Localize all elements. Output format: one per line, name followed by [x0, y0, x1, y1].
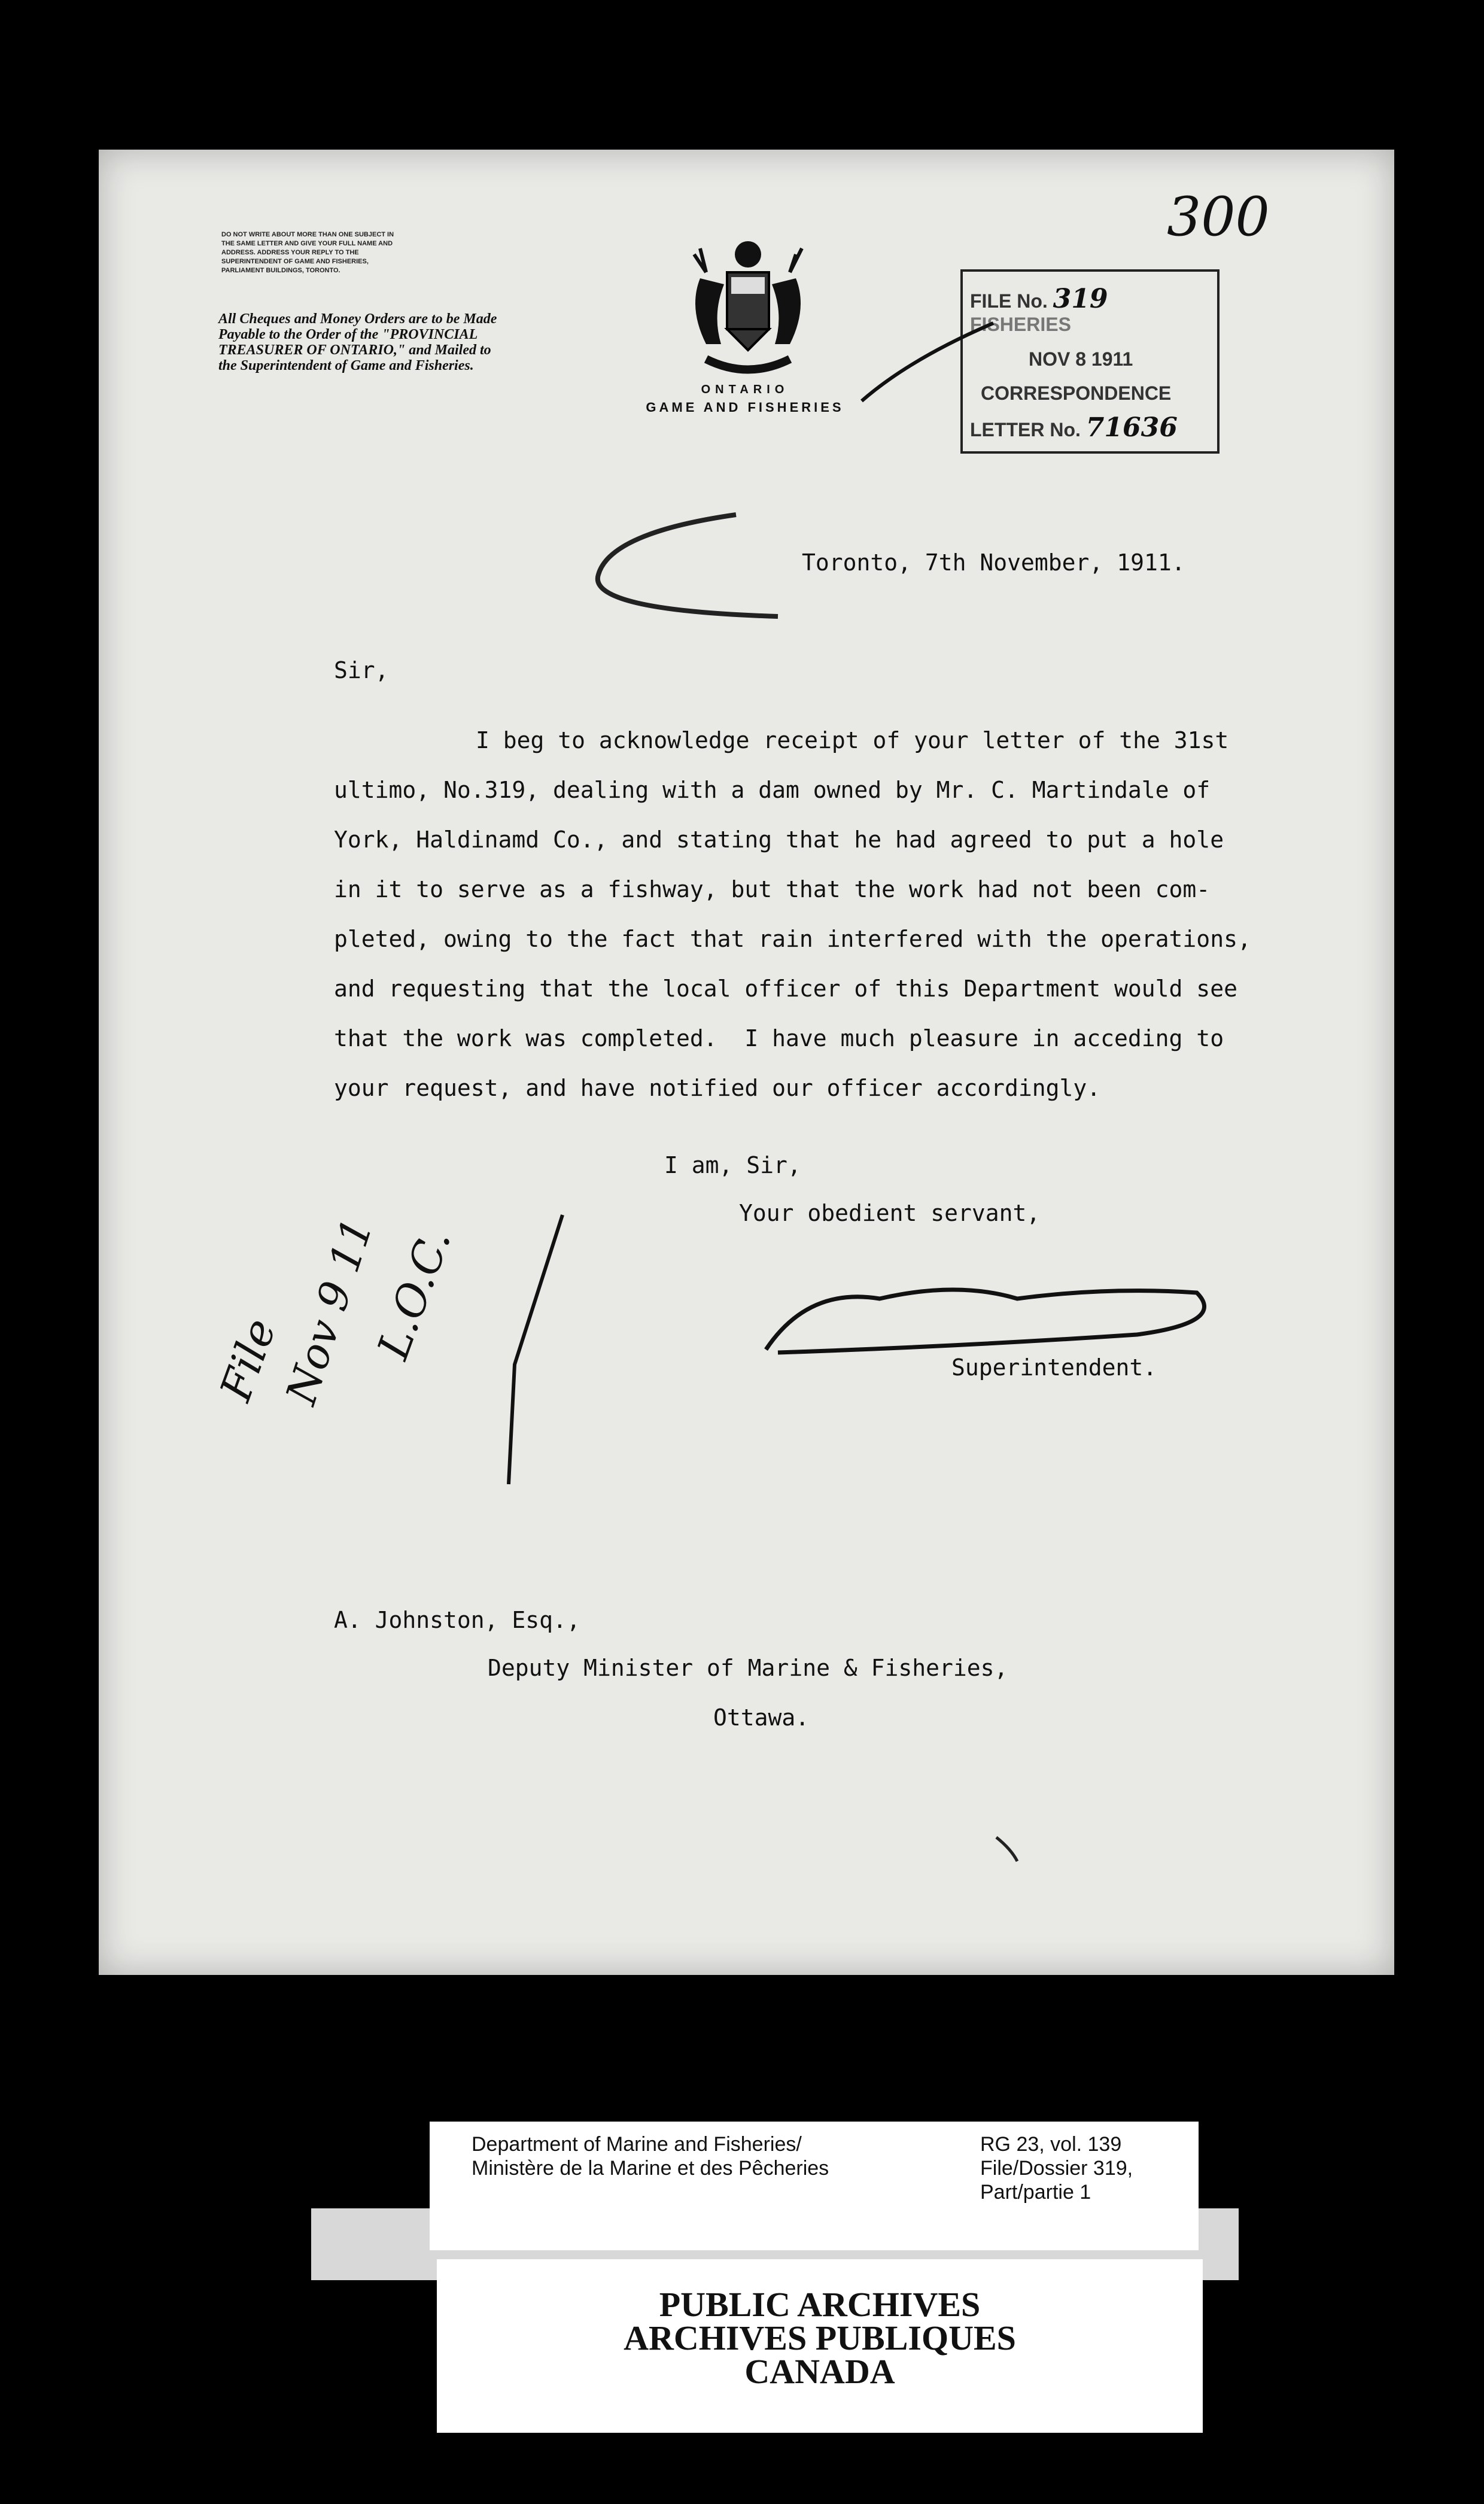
letterhead-department: GAME AND FISHERIES: [646, 400, 844, 415]
letterhead-province: ONTARIO: [701, 383, 789, 396]
public-archives-stamp: [437, 2259, 1203, 2433]
recipient-name: A. Johnston, Esq.,: [334, 1607, 580, 1633]
recipient-city: Ottawa.: [713, 1704, 810, 1731]
letter-closing: Your obedient servant,: [739, 1200, 1041, 1226]
stamp-file-label: FILE No.: [970, 290, 1048, 312]
letter-closing: I am, Sir,: [664, 1152, 801, 1178]
archive-reference-label: [430, 2122, 1199, 2250]
letter-date-line: Toronto, 7th November, 1911.: [802, 549, 1185, 576]
archive-ref-2: File/Dossier 319,: [980, 2157, 1133, 2180]
letter-body-line: that the work was completed. I have much pleasure in acceding to: [334, 1025, 1224, 1052]
annotation-date: Nov 9 11: [276, 1212, 383, 1411]
letter-body-line: York, Haldinamd Co., and stating that he had agreed to put a hole: [334, 826, 1224, 853]
stamp-date: NOV 8 1911: [1029, 348, 1133, 370]
archive-ref-1: RG 23, vol. 139: [980, 2133, 1122, 2156]
letterhead-small-print: DO NOT WRITE ABOUT MORE THAN ONE SUBJECT IN THE SAME LETTER AND GIVE YOUR FULL NAME AND ADDRESS. ADDRESS YOUR REPLY TO THE SUPERINTENDENT OF GAME AND FISHERIES, PARLIAMENT BUILDINGS, TORONTO.: [221, 231, 394, 274]
stamp-fisheries: FISHERIES: [970, 314, 1071, 335]
stamp-file-no: 319: [1053, 284, 1108, 314]
archives-line-3: CANADA: [744, 2352, 895, 2391]
letter-body-line: I beg to acknowledge receipt of your letter of the 31st: [476, 727, 1229, 753]
page-number: 300: [1167, 186, 1270, 248]
archives-line-1: PUBLIC ARCHIVES: [659, 2285, 981, 2324]
letter-body-line: your request, and have notified our officer accordingly.: [334, 1075, 1101, 1101]
cheques-notice: All Cheques and Money Orders are to be Made Payable to the Order of the "PROVINCIAL TREASURER OF ONTARIO," and Mailed to the Superintendent of Game and Fisheries.: [218, 311, 497, 373]
annotation-initials: L.O.C.: [367, 1222, 461, 1366]
stamp-letter-no: 71636: [1085, 412, 1178, 443]
letter-body-line: ultimo, No.319, dealing with a dam owned by Mr. C. Martindale of: [334, 777, 1211, 803]
signature-title: Superintendent.: [951, 1354, 1157, 1381]
stamp-letter-label: LETTER No.: [970, 419, 1081, 440]
archive-ref-3: Part/partie 1: [980, 2181, 1091, 2204]
stamp-correspondence: CORRESPONDENCE: [981, 382, 1172, 404]
annotation-file: File: [210, 1312, 286, 1408]
letter-salutation: Sir,: [334, 657, 389, 683]
archives-line-2: ARCHIVES PUBLIQUES: [624, 2318, 1016, 2357]
letter-body-line: pleted, owing to the fact that rain interfered with the operations,: [334, 926, 1251, 952]
archive-dept-en: Department of Marine and Fisheries/: [472, 2133, 802, 2156]
recipient-title: Deputy Minister of Marine & Fisheries,: [488, 1655, 1008, 1681]
letter-body-line: in it to serve as a fishway, but that the work had not been com-: [334, 876, 1211, 902]
letter-body-line: and requesting that the local officer of this Department would see: [334, 976, 1237, 1002]
archive-dept-fr: Ministère de la Marine et des Pêcheries: [472, 2157, 829, 2180]
